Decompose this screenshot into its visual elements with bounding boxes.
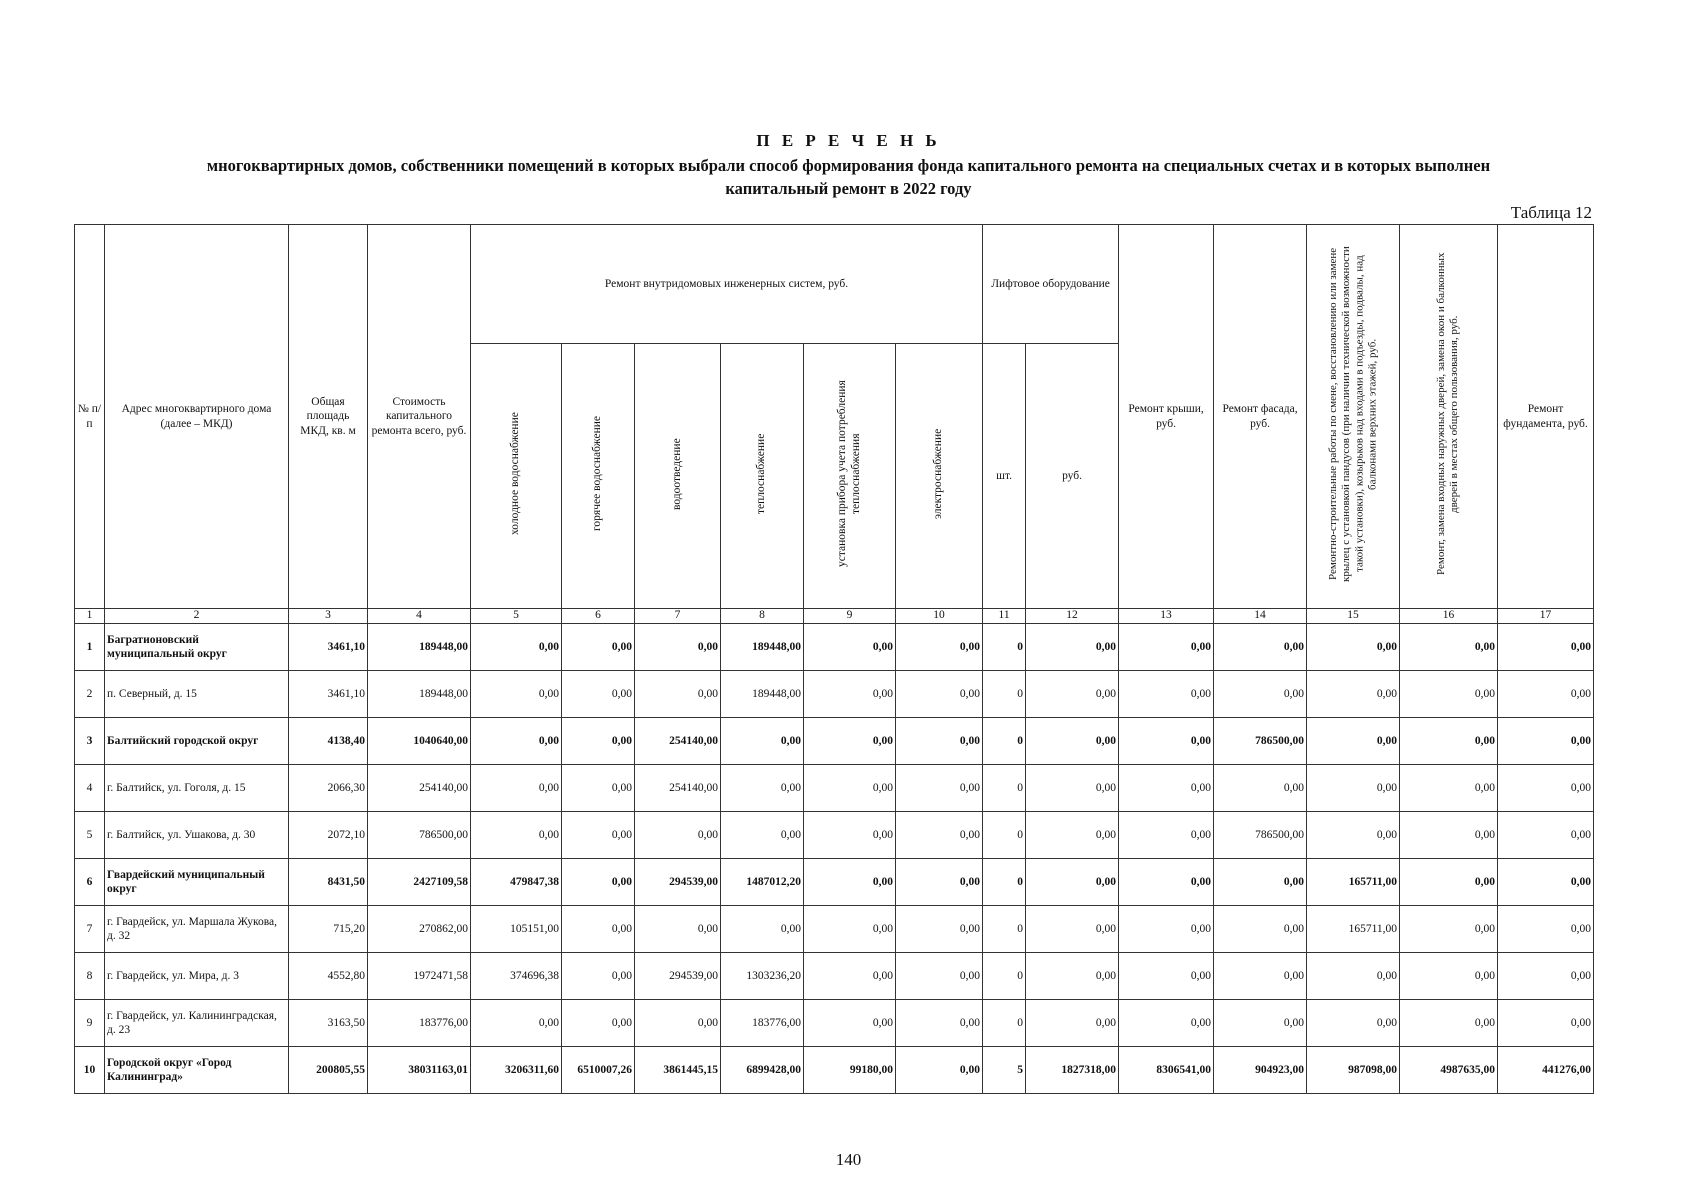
column-number: 10	[896, 609, 983, 624]
row-value: 0,00	[562, 1000, 635, 1047]
row-value: 2427109,58	[368, 859, 471, 906]
row-value: 1303236,20	[721, 953, 804, 1000]
row-value: 786500,00	[1214, 718, 1307, 765]
document-title: П Е Р Е Ч Е Н Ь	[756, 131, 941, 150]
row-value: 0,00	[804, 1000, 896, 1047]
row-value: 0,00	[635, 1000, 721, 1047]
page-number: 140	[835, 1150, 862, 1169]
row-index: 4	[75, 765, 105, 812]
header-foundation: Ремонт фундамента, руб.	[1498, 225, 1594, 609]
column-number: 9	[804, 609, 896, 624]
row-value: 987098,00	[1307, 1047, 1400, 1094]
row-value: 0,00	[635, 812, 721, 859]
row-value: 254140,00	[368, 765, 471, 812]
row-value: 270862,00	[368, 906, 471, 953]
row-value: 0,00	[471, 671, 562, 718]
row-value: 2072,10	[289, 812, 368, 859]
row-value: 3163,50	[289, 1000, 368, 1047]
row-value: 1972471,58	[368, 953, 471, 1000]
row-value: 1827318,00	[1026, 1047, 1119, 1094]
row-value: 0,00	[804, 671, 896, 718]
row-value: 183776,00	[368, 1000, 471, 1047]
header-total-cost: Стоимость капитального ремонта всего, руб.	[368, 225, 471, 609]
row-value: 0,00	[896, 671, 983, 718]
row-value: 0,00	[1119, 953, 1214, 1000]
row-value: 0,00	[1026, 765, 1119, 812]
row-value: 1040640,00	[368, 718, 471, 765]
row-value: 0,00	[896, 1000, 983, 1047]
row-value: 0,00	[1307, 812, 1400, 859]
row-value: 0,00	[1214, 1000, 1307, 1047]
row-value: 0,00	[1026, 859, 1119, 906]
row-address: г. Гвардейск, ул. Маршала Жукова, д. 32	[105, 906, 289, 953]
row-value: 715,20	[289, 906, 368, 953]
row-index: 2	[75, 671, 105, 718]
header-sewerage	[635, 344, 721, 609]
row-value: 0	[983, 953, 1026, 1000]
row-value: 0,00	[896, 906, 983, 953]
row-value: 0,00	[1026, 953, 1119, 1000]
header-address: Адрес многоквартирного дома (далее – МКД)	[105, 225, 289, 609]
row-value: 0,00	[1498, 812, 1594, 859]
row-value: 0,00	[804, 765, 896, 812]
row-value: 0,00	[1498, 1000, 1594, 1047]
row-value: 0,00	[1498, 718, 1594, 765]
row-value: 0	[983, 1000, 1026, 1047]
row-index: 8	[75, 953, 105, 1000]
row-value: 0,00	[1119, 859, 1214, 906]
row-value: 0,00	[721, 812, 804, 859]
column-number: 2	[105, 609, 289, 624]
column-number: 3	[289, 609, 368, 624]
header-construction	[1307, 225, 1400, 609]
row-value: 0,00	[1026, 718, 1119, 765]
row-value: 0,00	[562, 906, 635, 953]
row-value: 0,00	[1307, 953, 1400, 1000]
row-value: 0,00	[471, 624, 562, 671]
header-cold-water-text: холодное водоснабжение	[509, 412, 522, 536]
row-address: Багратионовский муниципальный округ	[105, 624, 289, 671]
row-value: 0,00	[1498, 906, 1594, 953]
row-value: 4987635,00	[1400, 1047, 1498, 1094]
row-value: 0,00	[1214, 624, 1307, 671]
row-value: 0,00	[804, 718, 896, 765]
row-value: 0,00	[1119, 624, 1214, 671]
row-value: 165711,00	[1307, 906, 1400, 953]
row-value: 189448,00	[721, 671, 804, 718]
row-value: 0	[983, 671, 1026, 718]
column-number: 14	[1214, 609, 1307, 624]
header-heating-text: теплоснабжение	[755, 433, 768, 514]
row-value: 38031163,01	[368, 1047, 471, 1094]
row-value: 3206311,60	[471, 1047, 562, 1094]
row-value: 0,00	[1307, 1000, 1400, 1047]
column-number-row	[75, 609, 1594, 624]
row-value: 0,00	[1400, 765, 1498, 812]
row-value: 0,00	[804, 859, 896, 906]
row-index: 5	[75, 812, 105, 859]
row-value: 786500,00	[1214, 812, 1307, 859]
column-number: 5	[471, 609, 562, 624]
row-value: 105151,00	[471, 906, 562, 953]
document-subtitle-line2: капитальный ремонт в 2022 году	[725, 179, 972, 198]
header-elevator-units: шт.	[983, 344, 1026, 609]
row-value: 0,00	[1498, 953, 1594, 1000]
header-heat-meter-text: установка прибора учета потребления теплоснабжения	[835, 380, 862, 568]
table-row	[75, 671, 1594, 718]
row-value: 0,00	[562, 671, 635, 718]
row-value: 200805,55	[289, 1047, 368, 1094]
row-value: 0,00	[1400, 624, 1498, 671]
row-value: 0,00	[1119, 1000, 1214, 1047]
table-row	[75, 765, 1594, 812]
row-index: 1	[75, 624, 105, 671]
row-value: 0,00	[1307, 671, 1400, 718]
row-address: г. Балтийск, ул. Ушакова, д. 30	[105, 812, 289, 859]
row-value: 441276,00	[1498, 1047, 1594, 1094]
column-number: 6	[562, 609, 635, 624]
row-value: 183776,00	[721, 1000, 804, 1047]
row-value: 0,00	[1119, 671, 1214, 718]
header-doors-windows	[1400, 225, 1498, 609]
table-row	[75, 1000, 1594, 1047]
row-value: 0,00	[635, 671, 721, 718]
column-number: 1	[75, 609, 105, 624]
column-number: 16	[1400, 609, 1498, 624]
header-engineering-group: Ремонт внутридомовых инженерных систем, руб.	[471, 225, 983, 344]
row-value: 0,00	[896, 859, 983, 906]
row-value: 0,00	[1119, 765, 1214, 812]
row-value: 4138,40	[289, 718, 368, 765]
row-index: 3	[75, 718, 105, 765]
row-value: 0,00	[1214, 953, 1307, 1000]
row-value: 6510007,26	[562, 1047, 635, 1094]
header-hot-water-text: горячее водоснабжение	[591, 416, 604, 532]
row-value: 0,00	[1307, 718, 1400, 765]
row-value: 0,00	[1026, 812, 1119, 859]
header-sewerage-text: водоотведение	[670, 437, 683, 510]
row-address: г. Гвардейск, ул. Мира, д. 3	[105, 953, 289, 1000]
row-value: 0,00	[896, 1047, 983, 1094]
row-value: 0	[983, 906, 1026, 953]
header-num: № п/п	[75, 225, 105, 609]
row-index: 7	[75, 906, 105, 953]
row-value: 0,00	[1400, 1000, 1498, 1047]
row-value: 374696,38	[471, 953, 562, 1000]
row-address: Городской округ «Город Калининград»	[105, 1047, 289, 1094]
header-heating	[721, 344, 804, 609]
table-row	[75, 906, 1594, 953]
row-value: 0,00	[1119, 812, 1214, 859]
row-value: 479847,38	[471, 859, 562, 906]
row-value: 0,00	[1214, 859, 1307, 906]
row-index: 9	[75, 1000, 105, 1047]
header-heat-meter	[804, 344, 896, 609]
header-electricity	[896, 344, 983, 609]
document-subtitle-line1: многоквартирных домов, собственники помещений в которых выбрали способ формирования фонда капитального ремонта на специальных счетах и в которых выполнен	[206, 156, 1491, 175]
row-value: 2066,30	[289, 765, 368, 812]
column-number: 11	[983, 609, 1026, 624]
row-value: 0,00	[1214, 765, 1307, 812]
table-row	[75, 812, 1594, 859]
row-value: 0,00	[804, 624, 896, 671]
row-value: 0,00	[721, 718, 804, 765]
row-value: 0,00	[1026, 1000, 1119, 1047]
header-elevator-group: Лифтовое оборудование	[983, 225, 1119, 344]
row-value: 786500,00	[368, 812, 471, 859]
row-value: 0,00	[562, 859, 635, 906]
row-value: 0,00	[721, 906, 804, 953]
row-value: 0,00	[1307, 765, 1400, 812]
row-value: 189448,00	[368, 671, 471, 718]
row-value: 0,00	[896, 624, 983, 671]
row-value: 189448,00	[368, 624, 471, 671]
row-value: 254140,00	[635, 765, 721, 812]
row-value: 0,00	[1307, 624, 1400, 671]
column-number: 12	[1026, 609, 1119, 624]
header-hot-water	[562, 344, 635, 609]
row-value: 0,00	[896, 812, 983, 859]
table-row	[75, 1047, 1594, 1094]
row-value: 4552,80	[289, 953, 368, 1000]
row-value: 0,00	[1498, 624, 1594, 671]
row-value: 0,00	[562, 953, 635, 1000]
row-value: 0,00	[1026, 906, 1119, 953]
row-address: г. Гвардейск, ул. Калининградская, д. 23	[105, 1000, 289, 1047]
row-value: 0,00	[1214, 906, 1307, 953]
row-value: 294539,00	[635, 953, 721, 1000]
row-value: 0,00	[1400, 953, 1498, 1000]
row-address: Балтийский городской округ	[105, 718, 289, 765]
header-cold-water	[471, 344, 562, 609]
row-value: 5	[983, 1047, 1026, 1094]
row-address: г. Балтийск, ул. Гоголя, д. 15	[105, 765, 289, 812]
row-value: 0,00	[1400, 718, 1498, 765]
header-facade: Ремонт фасада, руб.	[1214, 225, 1307, 609]
column-number: 7	[635, 609, 721, 624]
row-value: 0,00	[1026, 671, 1119, 718]
row-value: 0,00	[1400, 671, 1498, 718]
table-row	[75, 718, 1594, 765]
header-construction-text: Ремонтно-строительные работы по смене, восстановлению или замене крылец с установкой пандусов (при наличии технической возможности такой установки), козырьков над входами в подъезды, подвалы, над балконами верхних этажей, руб.	[1326, 246, 1379, 583]
row-value: 189448,00	[721, 624, 804, 671]
row-value: 0,00	[804, 953, 896, 1000]
column-number: 8	[721, 609, 804, 624]
row-value: 0,00	[562, 718, 635, 765]
row-value: 0,00	[896, 953, 983, 1000]
row-value: 3461,10	[289, 671, 368, 718]
table-row	[75, 859, 1594, 906]
row-value: 8431,50	[289, 859, 368, 906]
column-number: 17	[1498, 609, 1594, 624]
row-value: 0,00	[471, 765, 562, 812]
column-number: 15	[1307, 609, 1400, 624]
row-value: 99180,00	[804, 1047, 896, 1094]
row-value: 0	[983, 765, 1026, 812]
row-value: 6899428,00	[721, 1047, 804, 1094]
row-value: 0,00	[1026, 624, 1119, 671]
row-address: Гвардейский муниципальный округ	[105, 859, 289, 906]
header-area: Общая площадь МКД, кв. м	[289, 225, 368, 609]
row-value: 165711,00	[1307, 859, 1400, 906]
row-value: 0,00	[471, 812, 562, 859]
row-value: 0,00	[1400, 859, 1498, 906]
row-value: 0,00	[1119, 906, 1214, 953]
row-value: 0	[983, 624, 1026, 671]
row-value: 0	[983, 812, 1026, 859]
row-value: 0,00	[635, 906, 721, 953]
row-value: 0,00	[1498, 859, 1594, 906]
header-doors-windows-text: Ремонт, замена входных наружных дверей, замена окон и балконных дверей в местах общего пользования, руб.	[1435, 253, 1461, 576]
row-value: 3861445,15	[635, 1047, 721, 1094]
row-value: 0,00	[471, 1000, 562, 1047]
row-value: 0,00	[896, 718, 983, 765]
row-value: 8306541,00	[1119, 1047, 1214, 1094]
column-number: 4	[368, 609, 471, 624]
row-value: 0,00	[1214, 671, 1307, 718]
row-value: 0	[983, 718, 1026, 765]
row-value: 0,00	[804, 812, 896, 859]
column-number: 13	[1119, 609, 1214, 624]
row-value: 0,00	[562, 624, 635, 671]
table-row	[75, 953, 1594, 1000]
table-label: Таблица 12	[1510, 203, 1592, 222]
row-value: 0,00	[1119, 718, 1214, 765]
row-index: 10	[75, 1047, 105, 1094]
row-value: 1487012,20	[721, 859, 804, 906]
row-value: 254140,00	[635, 718, 721, 765]
row-value: 3461,10	[289, 624, 368, 671]
row-value: 0,00	[804, 906, 896, 953]
row-value: 0,00	[721, 765, 804, 812]
row-value: 0,00	[1498, 671, 1594, 718]
row-value: 0,00	[562, 765, 635, 812]
row-value: 0,00	[896, 765, 983, 812]
row-value: 0,00	[471, 718, 562, 765]
header-roof: Ремонт крыши, руб.	[1119, 225, 1214, 609]
row-value: 294539,00	[635, 859, 721, 906]
row-value: 0,00	[1400, 906, 1498, 953]
row-value: 904923,00	[1214, 1047, 1307, 1094]
row-value: 0,00	[1400, 812, 1498, 859]
row-value: 0,00	[1498, 765, 1594, 812]
header-electricity-text: электроснабжение	[932, 428, 945, 519]
header-elevator-rub: руб.	[1026, 344, 1119, 609]
row-address: п. Северный, д. 15	[105, 671, 289, 718]
row-value: 0	[983, 859, 1026, 906]
row-value: 0,00	[562, 812, 635, 859]
repair-table	[74, 224, 1594, 1094]
row-index: 6	[75, 859, 105, 906]
row-value: 0,00	[635, 624, 721, 671]
table-row	[75, 624, 1594, 671]
